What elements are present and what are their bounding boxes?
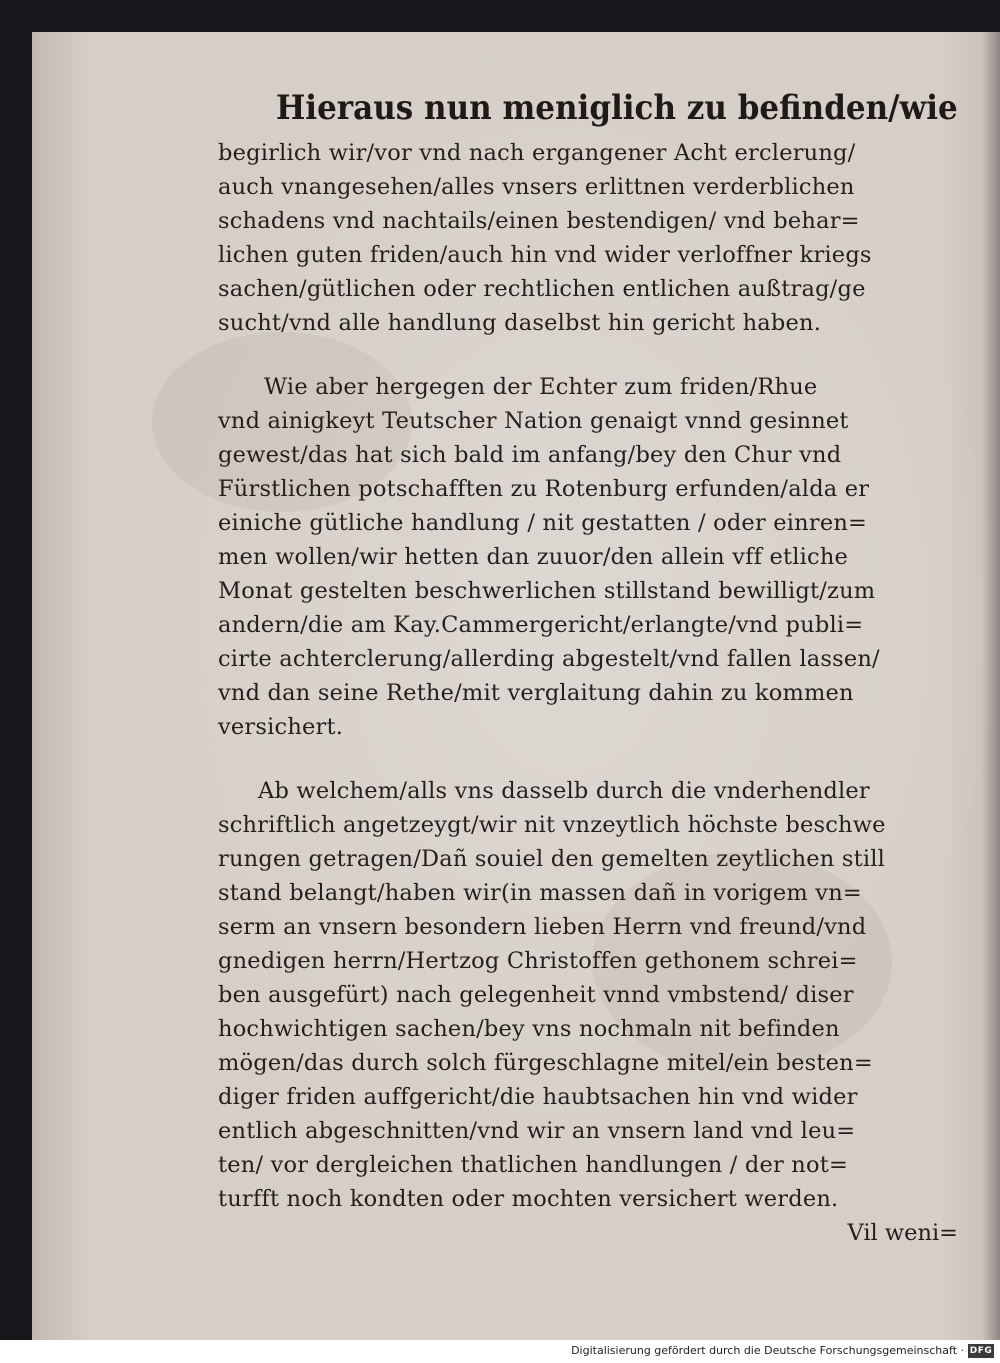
text-line: turfft noch kondten oder mochten versichert werden. <box>218 1186 839 1212</box>
text-line: vnd ainigkeyt Teutscher Nation genaigt vnnd gesinnet <box>218 408 849 434</box>
text-line: stand belangt/haben wir(in massen dañ in vorigem vn= <box>218 880 862 906</box>
text-line: schriftlich angetzeygt/wir nit vnzeytlich höchste beschwe <box>218 812 886 838</box>
text-line: Fürstlichen potschafften zu Rotenburg erfunden/alda er <box>218 476 870 502</box>
text-line: Ab welchem/alls vns dasselb durch die vnderhendler <box>258 778 870 804</box>
paragraph-3 <box>218 774 958 1216</box>
paragraph-1 <box>218 136 958 340</box>
dfg-logo: DFG <box>969 1346 993 1356</box>
text-line: andern/die am Kay.Cammergericht/erlangte/vnd publi= <box>218 612 864 638</box>
text-line: sucht/vnd alle handlung daselbst hin gericht haben. <box>218 310 822 336</box>
text-line: gnedigen herrn/Hertzog Christoffen gethonem schrei= <box>218 948 858 974</box>
text-line: Monat gestelten beschwerlichen stillstand bewilligt/zum <box>218 578 876 604</box>
footer-bar <box>0 1340 1000 1363</box>
text-line: mögen/das durch solch fürgeschlagne mitel/ein besten= <box>218 1050 873 1076</box>
text-line: ten/ vor dergleichen thatlichen handlungen / der not= <box>218 1152 849 1178</box>
text-line: gewest/das hat sich bald im anfang/bey den Chur vnd <box>218 442 842 468</box>
catchword: Vil weni= <box>847 1220 958 1246</box>
text-line: men wollen/wir hetten dan zuuor/den allein vff etliche <box>218 544 849 570</box>
text-line: ben ausgefürt) nach gelegenheit vnnd vmbstend/ diser <box>218 982 854 1008</box>
text-line: auch vnangesehen/alles vnsers erlittnen verderblichen <box>218 174 855 200</box>
text-line: hochwichtigen sachen/bey vns nochmaln nit befinden <box>218 1016 840 1042</box>
text-line: diger friden auffgericht/die haubtsachen hin vnd wider <box>218 1084 858 1110</box>
text-line: schadens vnd nachtails/einen bestendigen/ vnd behar= <box>218 208 860 234</box>
text-line: sachen/gütlichen oder rechtlichen entlichen außtrag/ge <box>218 276 866 302</box>
text-line: cirte achterclerung/allerding abgestelt/vnd fallen lassen/ <box>218 646 880 672</box>
text-line: vnd dan seine Rethe/mit verglaitung dahin zu kommen <box>218 680 854 706</box>
page-spine-shadow <box>982 32 1000 1340</box>
page-headline: Hieraus nun meniglich zu befinden/wie <box>276 88 958 128</box>
paragraph-2 <box>218 370 958 744</box>
text-line: lichen guten friden/auch hin vnd wider verloffner kriegs <box>218 242 872 268</box>
text-line: versichert. <box>218 714 344 740</box>
funding-credit: Digitalisierung gefördert durch die Deutsche Forschungsgemeinschaft · <box>571 1344 964 1357</box>
text-line: rungen getragen/Dañ souiel den gemelten zeytlichen still <box>218 846 886 872</box>
text-line: Wie aber hergegen der Echter zum friden/Rhue <box>264 374 818 400</box>
scanned-page <box>32 32 1000 1340</box>
text-line: serm an vnsern besondern lieben Herrn vnd freund/vnd <box>218 914 867 940</box>
text-line: entlich abgeschnitten/vnd wir an vnsern land vnd leu= <box>218 1118 856 1144</box>
page-text <box>218 80 958 1250</box>
text-line: einiche gütliche handlung / nit gestatten / oder einren= <box>218 510 868 536</box>
text-line: begirlich wir/vor vnd nach ergangener Acht erclerung/ <box>218 140 856 166</box>
